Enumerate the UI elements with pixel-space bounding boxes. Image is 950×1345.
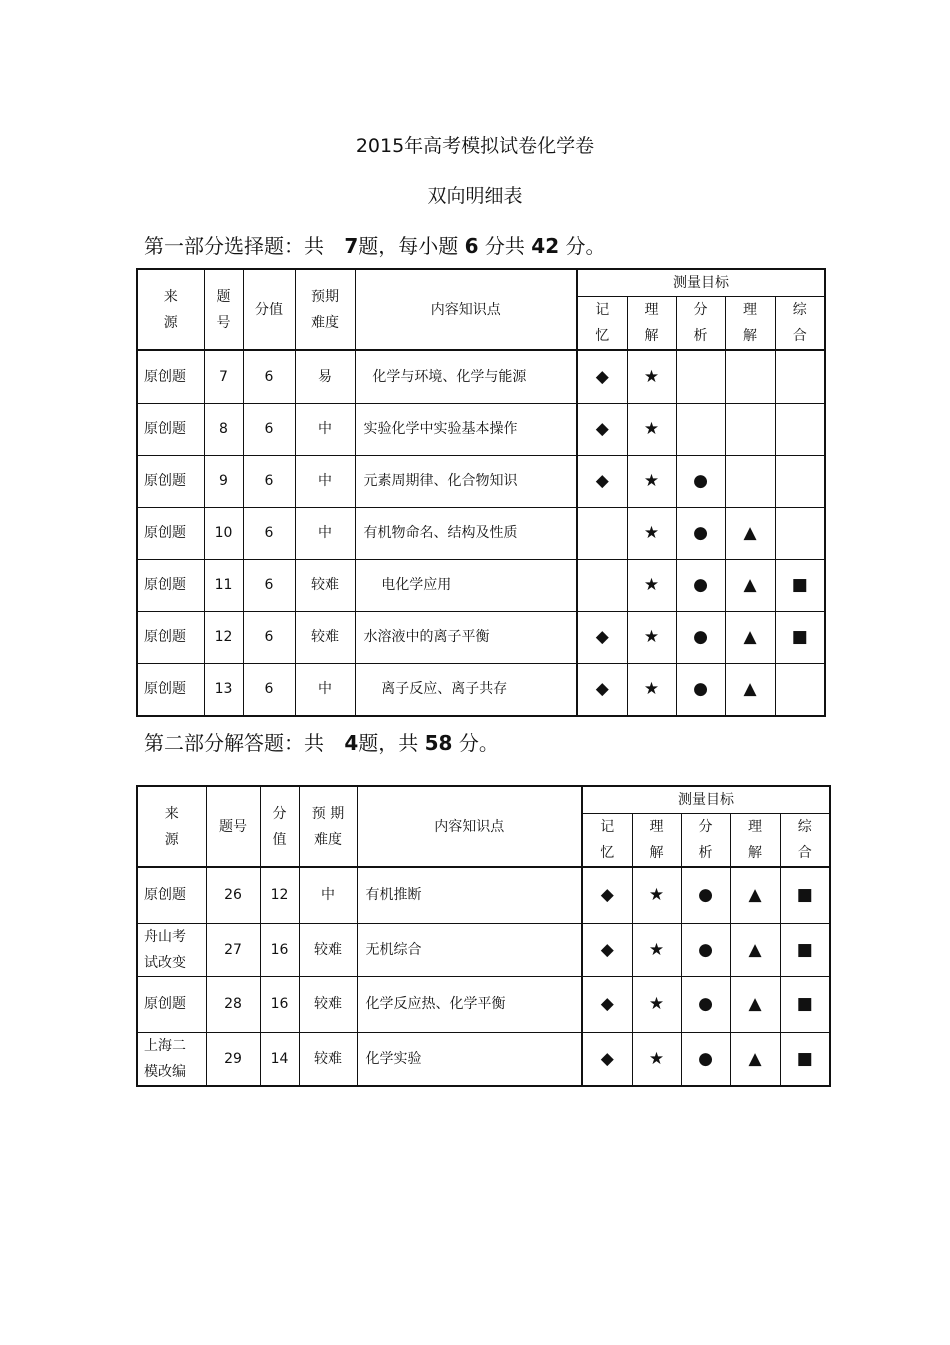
- header-target-analyze: 分 析: [676, 297, 725, 351]
- part1-heading: [144, 230, 605, 259]
- document-subtitle: 双向明细表: [427, 185, 523, 207]
- difficulty-cell: 较难: [299, 1032, 357, 1086]
- synthesis-mark: ■: [775, 559, 825, 611]
- number-cell: 9: [204, 455, 243, 507]
- understand-mark: ★: [627, 403, 676, 455]
- content-cell: 元素周期律、化合物知识: [355, 455, 577, 507]
- table-row: [137, 611, 825, 663]
- memory-mark: ◆: [577, 403, 627, 455]
- memory-mark: [577, 559, 627, 611]
- score-cell: 16: [260, 923, 299, 976]
- analyze-mark: ●: [681, 923, 730, 976]
- header-target-understand: 理 解: [632, 814, 681, 868]
- memory-mark: [577, 507, 627, 559]
- score-cell: 12: [260, 867, 299, 923]
- understand-mark: ★: [627, 559, 676, 611]
- memory-mark: ◆: [582, 923, 632, 976]
- header-target-analyze: 分 析: [681, 814, 730, 868]
- table-row: [137, 1032, 830, 1086]
- header-target-memory: 记 忆: [582, 814, 632, 868]
- difficulty-cell: 较难: [299, 976, 357, 1032]
- header-content: 内容知识点: [357, 786, 582, 867]
- score-cell: 6: [243, 559, 295, 611]
- comprehend-mark: ▲: [725, 611, 775, 663]
- comprehend-mark: [725, 403, 775, 455]
- content-cell: 有机物命名、结构及性质: [355, 507, 577, 559]
- part2-suffix: 分。: [458, 731, 499, 755]
- analyze-mark: [676, 403, 725, 455]
- source-cell: 原创题: [137, 403, 204, 455]
- header-target-synthesis: 综 合: [775, 297, 825, 351]
- number-cell: 7: [204, 350, 243, 403]
- table-row: [137, 976, 830, 1032]
- analyze-mark: ●: [676, 559, 725, 611]
- synthesis-mark: ■: [780, 867, 830, 923]
- source-cell: 原创题: [137, 350, 204, 403]
- memory-mark: ◆: [577, 455, 627, 507]
- table-row: [137, 403, 825, 455]
- part1-total: 42: [531, 234, 560, 258]
- header-target-synthesis: 综 合: [780, 814, 830, 868]
- number-cell: 11: [204, 559, 243, 611]
- source-line: 试改变: [144, 954, 186, 971]
- header-number: 题号: [206, 786, 260, 867]
- header-target-comprehend: 理 解: [725, 297, 775, 351]
- document-title: 2015年高考模拟试卷化学卷: [355, 135, 595, 157]
- source-line: 模改编: [144, 1063, 186, 1080]
- difficulty-cell: 较难: [299, 923, 357, 976]
- synthesis-mark: ■: [775, 611, 825, 663]
- number-cell: 26: [206, 867, 260, 923]
- table-row: [137, 867, 830, 923]
- score-cell: 6: [243, 611, 295, 663]
- source-line: 上海二: [144, 1037, 186, 1054]
- number-cell: 27: [206, 923, 260, 976]
- source-line: 舟山考: [144, 928, 186, 945]
- comprehend-mark: ▲: [730, 976, 780, 1032]
- difficulty-cell: 中: [295, 403, 355, 455]
- source-cell: [137, 923, 206, 976]
- comprehend-mark: ▲: [730, 923, 780, 976]
- part1-per: 6: [464, 234, 479, 258]
- source-cell: [137, 976, 206, 1032]
- understand-mark: ★: [627, 507, 676, 559]
- header-score: 分值: [243, 269, 295, 350]
- score-cell: 16: [260, 976, 299, 1032]
- source-line: 原创题: [144, 887, 186, 904]
- analyze-mark: ●: [676, 507, 725, 559]
- synthesis-mark: [775, 663, 825, 716]
- content-cell: 化学与环境、化学与能源: [355, 350, 577, 403]
- synthesis-mark: [775, 350, 825, 403]
- analyze-mark: [676, 350, 725, 403]
- synthesis-mark: [775, 455, 825, 507]
- source-cell: [137, 1032, 206, 1086]
- understand-mark: ★: [632, 976, 681, 1032]
- difficulty-cell: 中: [295, 455, 355, 507]
- header-source: 来 源: [137, 786, 206, 867]
- understand-mark: ★: [627, 611, 676, 663]
- understand-mark: ★: [627, 350, 676, 403]
- table-row: [137, 350, 825, 403]
- memory-mark: ◆: [582, 867, 632, 923]
- part2-total: 58: [424, 731, 453, 755]
- analyze-mark: ●: [676, 611, 725, 663]
- header-difficulty: 预 期 难度: [299, 786, 357, 867]
- source-cell: 原创题: [137, 663, 204, 716]
- difficulty-cell: 中: [299, 867, 357, 923]
- comprehend-mark: ▲: [730, 1032, 780, 1086]
- difficulty-cell: 较难: [295, 611, 355, 663]
- analyze-mark: ●: [676, 663, 725, 716]
- number-cell: 29: [206, 1032, 260, 1086]
- header-content: 内容知识点: [355, 269, 577, 350]
- difficulty-cell: 较难: [295, 559, 355, 611]
- score-cell: 6: [243, 455, 295, 507]
- content-cell: 水溶液中的离子平衡: [355, 611, 577, 663]
- table-row: [137, 663, 825, 716]
- score-cell: 14: [260, 1032, 299, 1086]
- comprehend-mark: [725, 455, 775, 507]
- understand-mark: ★: [627, 455, 676, 507]
- difficulty-cell: 中: [295, 663, 355, 716]
- synthesis-mark: [775, 403, 825, 455]
- understand-mark: ★: [632, 923, 681, 976]
- part1-prefix: 第一部分选择题：共: [144, 234, 324, 258]
- score-cell: 6: [243, 663, 295, 716]
- table-row: [137, 559, 825, 611]
- part1-suffix: 分。: [565, 234, 606, 258]
- analyze-mark: ●: [681, 976, 730, 1032]
- analyze-mark: ●: [676, 455, 725, 507]
- table-row: [137, 455, 825, 507]
- number-cell: 8: [204, 403, 243, 455]
- part2-heading: [144, 727, 499, 756]
- header-source: 来 源: [137, 269, 204, 350]
- content-cell: 电化学应用: [355, 559, 577, 611]
- understand-mark: ★: [632, 867, 681, 923]
- memory-mark: ◆: [577, 611, 627, 663]
- score-cell: 6: [243, 507, 295, 559]
- table-row: [137, 923, 830, 976]
- part1-count: 7: [344, 234, 359, 258]
- content-cell: 化学实验: [357, 1032, 582, 1086]
- number-cell: 10: [204, 507, 243, 559]
- comprehend-mark: ▲: [730, 867, 780, 923]
- content-cell: 离子反应、离子共存: [355, 663, 577, 716]
- header-targets: 测量目标: [582, 786, 830, 814]
- content-cell: 有机推断: [357, 867, 582, 923]
- source-cell: [137, 867, 206, 923]
- content-cell: 无机综合: [357, 923, 582, 976]
- header-targets: 测量目标: [577, 269, 825, 297]
- number-cell: 12: [204, 611, 243, 663]
- content-cell: 化学反应热、化学平衡: [357, 976, 582, 1032]
- synthesis-mark: [775, 507, 825, 559]
- memory-mark: ◆: [577, 350, 627, 403]
- comprehend-mark: ▲: [725, 507, 775, 559]
- understand-mark: ★: [632, 1032, 681, 1086]
- part2-prefix: 第二部分解答题：共: [144, 731, 324, 755]
- comprehend-mark: ▲: [725, 663, 775, 716]
- memory-mark: ◆: [577, 663, 627, 716]
- source-line: 原创题: [144, 996, 186, 1012]
- part1-mid: 题，每小题: [358, 234, 459, 258]
- number-cell: 28: [206, 976, 260, 1032]
- number-cell: 13: [204, 663, 243, 716]
- memory-mark: ◆: [582, 1032, 632, 1086]
- source-cell: 原创题: [137, 611, 204, 663]
- analyze-mark: ●: [681, 1032, 730, 1086]
- table-free-response: [136, 785, 831, 1087]
- synthesis-mark: ■: [780, 1032, 830, 1086]
- score-cell: 6: [243, 403, 295, 455]
- understand-mark: ★: [627, 663, 676, 716]
- memory-mark: ◆: [582, 976, 632, 1032]
- part2-mid: 题，共: [358, 731, 419, 755]
- synthesis-mark: ■: [780, 923, 830, 976]
- part1-mid2: 分共: [484, 234, 525, 258]
- header-difficulty: 预期 难度: [295, 269, 355, 350]
- difficulty-cell: 中: [295, 507, 355, 559]
- header-number: 题 号: [204, 269, 243, 350]
- content-cell: 实验化学中实验基本操作: [355, 403, 577, 455]
- source-cell: 原创题: [137, 507, 204, 559]
- difficulty-cell: 易: [295, 350, 355, 403]
- score-cell: 6: [243, 350, 295, 403]
- header-target-memory: 记 忆: [577, 297, 627, 351]
- table-row: [137, 507, 825, 559]
- analyze-mark: ●: [681, 867, 730, 923]
- header-target-understand: 理 解: [627, 297, 676, 351]
- comprehend-mark: [725, 350, 775, 403]
- source-cell: 原创题: [137, 455, 204, 507]
- header-score: 分 值: [260, 786, 299, 867]
- part2-count: 4: [344, 731, 359, 755]
- source-cell: 原创题: [137, 559, 204, 611]
- comprehend-mark: ▲: [725, 559, 775, 611]
- synthesis-mark: ■: [780, 976, 830, 1032]
- header-target-comprehend: 理 解: [730, 814, 780, 868]
- table-multiple-choice: [136, 268, 826, 717]
